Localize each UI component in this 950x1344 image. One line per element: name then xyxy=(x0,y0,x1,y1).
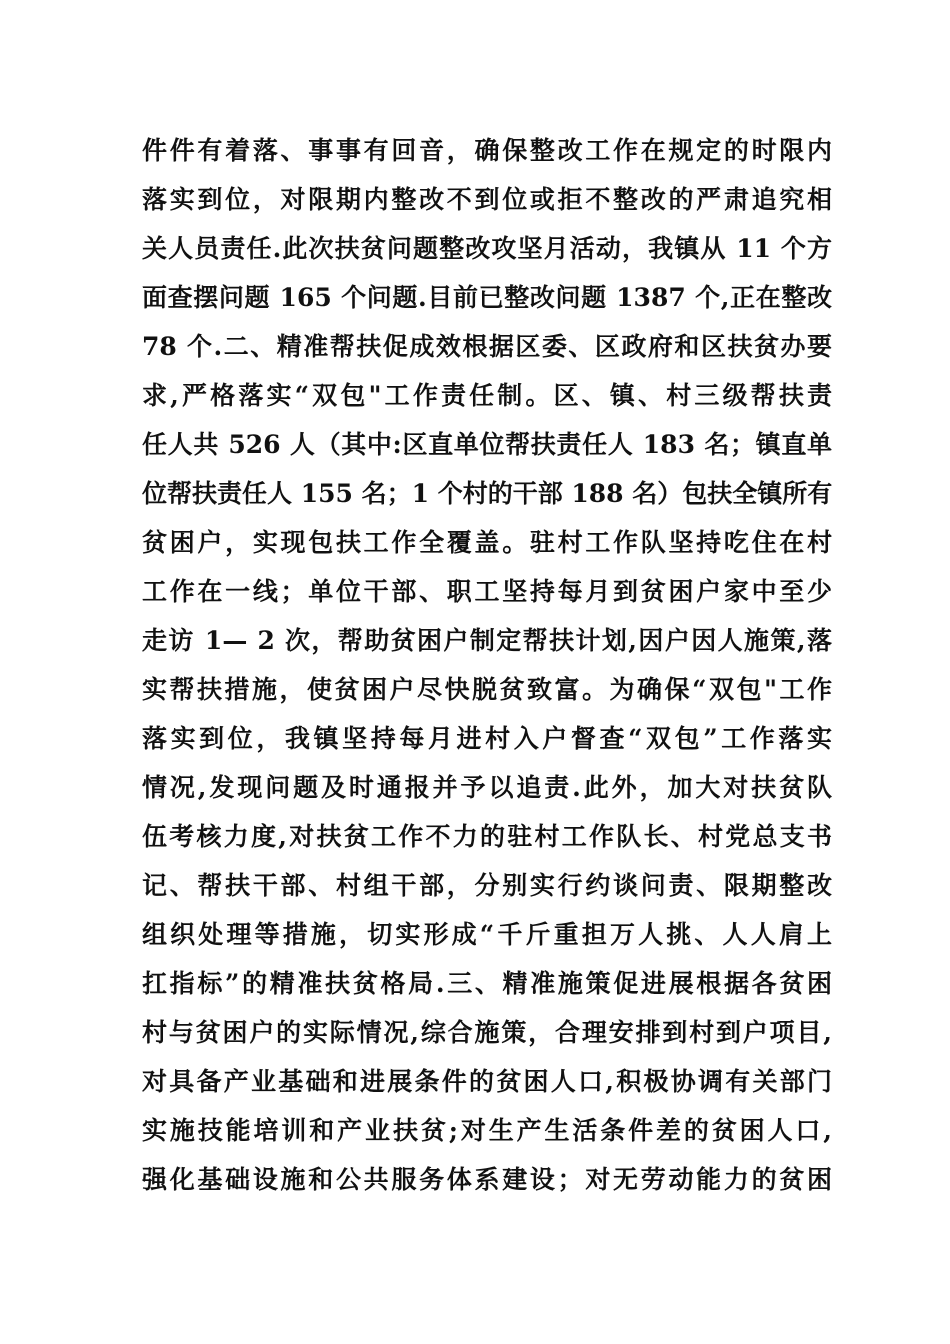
text-line-12: 实帮扶措施，使贫困户尽快脱贫致富。为确保“双包"工作 xyxy=(142,675,832,704)
text-line-16: 记、帮扶干部、村组干部，分别实行约谈问责、限期整改 xyxy=(142,871,832,900)
text-line-11: 走访 1— 2 次，帮助贫困户制定帮扶计划,因户因人施策,落 xyxy=(142,626,832,655)
text-line-22: 强化基础设施和公共服务体系建设；对无劳动能力的贫困 xyxy=(142,1165,832,1194)
text-line-8: 位帮扶责任人 155 名；1 个村的干部 188 名）包扶全镇所有 xyxy=(142,479,833,508)
text-line-10: 工作在一线；单位干部、职工坚持每月到贫困户家中至少 xyxy=(142,577,832,606)
text-line-18: 扛指标”的精准扶贫格局.三、精准施策促进展根据各贫困 xyxy=(142,969,832,998)
text-line-19: 村与贫困户的实际情况,综合施策，合理安排到村到户项目, xyxy=(142,1018,832,1047)
text-line-7: 任人共 526 人（其中:区直单位帮扶责任人 183 名；镇直单 xyxy=(142,430,832,459)
body-text xyxy=(142,126,832,1204)
text-line-2: 落实到位，对限期内整改不到位或拒不整改的严肃追究相 xyxy=(142,185,832,214)
text-line-17: 组织处理等措施，切实形成“千斤重担万人挑、人人肩上 xyxy=(142,920,832,949)
text-line-20: 对具备产业基础和进展条件的贫困人口,积极协调有关部门 xyxy=(142,1067,832,1096)
text-line-9: 贫困户，实现包扶工作全覆盖。驻村工作队坚持吃住在村 xyxy=(142,528,832,557)
text-line-21: 实施技能培训和产业扶贫;对生产生活条件差的贫困人口, xyxy=(142,1116,832,1145)
text-line-15: 伍考核力度,对扶贫工作不力的驻村工作队长、村党总支书 xyxy=(142,822,832,851)
text-line-13: 落实到位，我镇坚持每月进村入户督查“双包”工作落实 xyxy=(142,724,832,753)
text-line-14: 情况,发现问题及时通报并予以追责.此外，加大对扶贫队 xyxy=(142,773,832,802)
text-line-5: 78 个.二、精准帮扶促成效根据区委、区政府和区扶贫办要 xyxy=(142,332,832,361)
text-line-1: 件件有着落、事事有回音，确保整改工作在规定的时限内 xyxy=(142,136,832,165)
text-line-3: 关人员责任.此次扶贫问题整改攻坚月活动，我镇从 11 个方 xyxy=(142,234,832,263)
text-line-4: 面查摆问题 165 个问题.目前已整改问题 1387 个,正在整改 xyxy=(142,283,832,312)
text-line-6: 求,严格落实“双包"工作责任制。区、镇、村三级帮扶责 xyxy=(142,381,832,410)
